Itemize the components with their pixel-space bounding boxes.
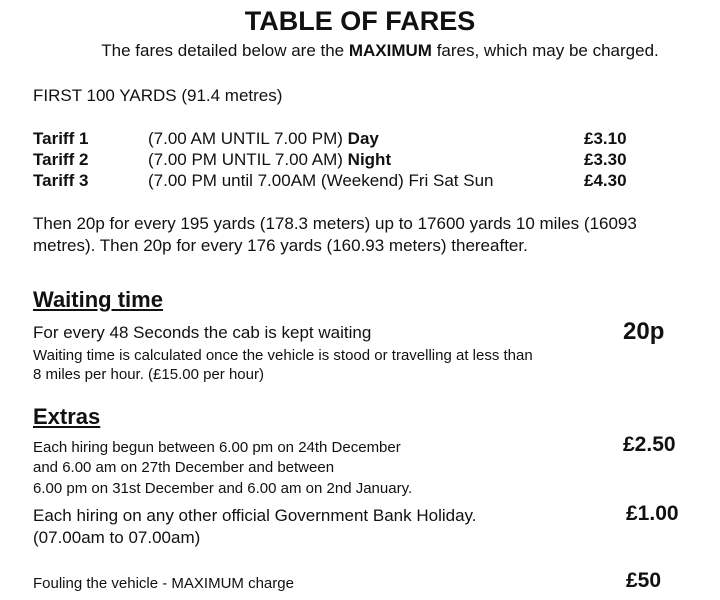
bank-holiday-price: £1.00 [626,502,679,525]
christmas-line-1: Each hiring begun between 6.00 pm on 24th December [33,439,401,456]
tariff-name: Tariff 2 [33,150,89,169]
extras-heading: Extras [33,404,101,429]
tariff-period-text: (7.00 PM until 7.00AM (Weekend) Fri Sat Sun [148,171,494,190]
bank-holiday-line-2: (07.00am to 07.00am) [33,528,201,547]
christmas-line-2: and 6.00 am on 27th December and between [33,459,335,476]
tariff-period-emphasis: Day [347,129,379,148]
waiting-time-heading: Waiting time [33,287,163,312]
page-subtitle [0,41,720,61]
christmas-price: £2.50 [623,433,676,456]
tariff-period [148,150,391,170]
fouling-price: £50 [626,569,662,592]
tariff-price: £4.30 [584,171,627,190]
waiting-time-price: 20p [623,318,665,345]
tariff-price: £3.10 [584,129,627,148]
fouling-line: Fouling the vehicle - MAXIMUM charge [33,575,294,592]
subtitle-text-start: The fares detailed below are the [101,41,349,60]
tariff-period [148,171,494,191]
christmas-line-3: 6.00 pm on 31st December and 6.00 am on 2nd January. [33,480,413,497]
tariff-period-emphasis: Night [347,150,392,169]
tariff-period-text: (7.00 AM UNTIL 7.00 PM) [148,129,348,148]
distance-rate-line-1: Then 20p for every 195 yards (178.3 meters) up to 17600 yards 10 miles (16093 [33,214,637,233]
waiting-time-note-2: 8 miles per hour. (£15.00 per hour) [33,366,264,383]
tariff-period-text: (7.00 PM UNTIL 7.00 AM) [148,150,348,169]
waiting-time-note-1: Waiting time is calculated once the vehicle is stood or travelling at less than [33,347,533,364]
subtitle-emphasis: MAXIMUM [348,41,432,60]
waiting-time-line: For every 48 Seconds the cab is kept waiting [33,323,372,342]
tariff-name: Tariff 3 [33,171,89,190]
bank-holiday-line-1: Each hiring on any other official Government Bank Holiday. [33,506,477,525]
tariff-period [148,129,379,149]
tariff-price: £3.30 [584,150,627,169]
tariff-name: Tariff 1 [33,129,89,148]
first-distance: FIRST 100 YARDS (91.4 metres) [33,86,283,105]
page-title: TABLE OF FARES [244,6,476,36]
distance-rate-line-2: metres). Then 20p for every 176 yards (160.93 meters) thereafter. [33,236,528,255]
subtitle-text-end: fares, which may be charged. [431,41,659,60]
